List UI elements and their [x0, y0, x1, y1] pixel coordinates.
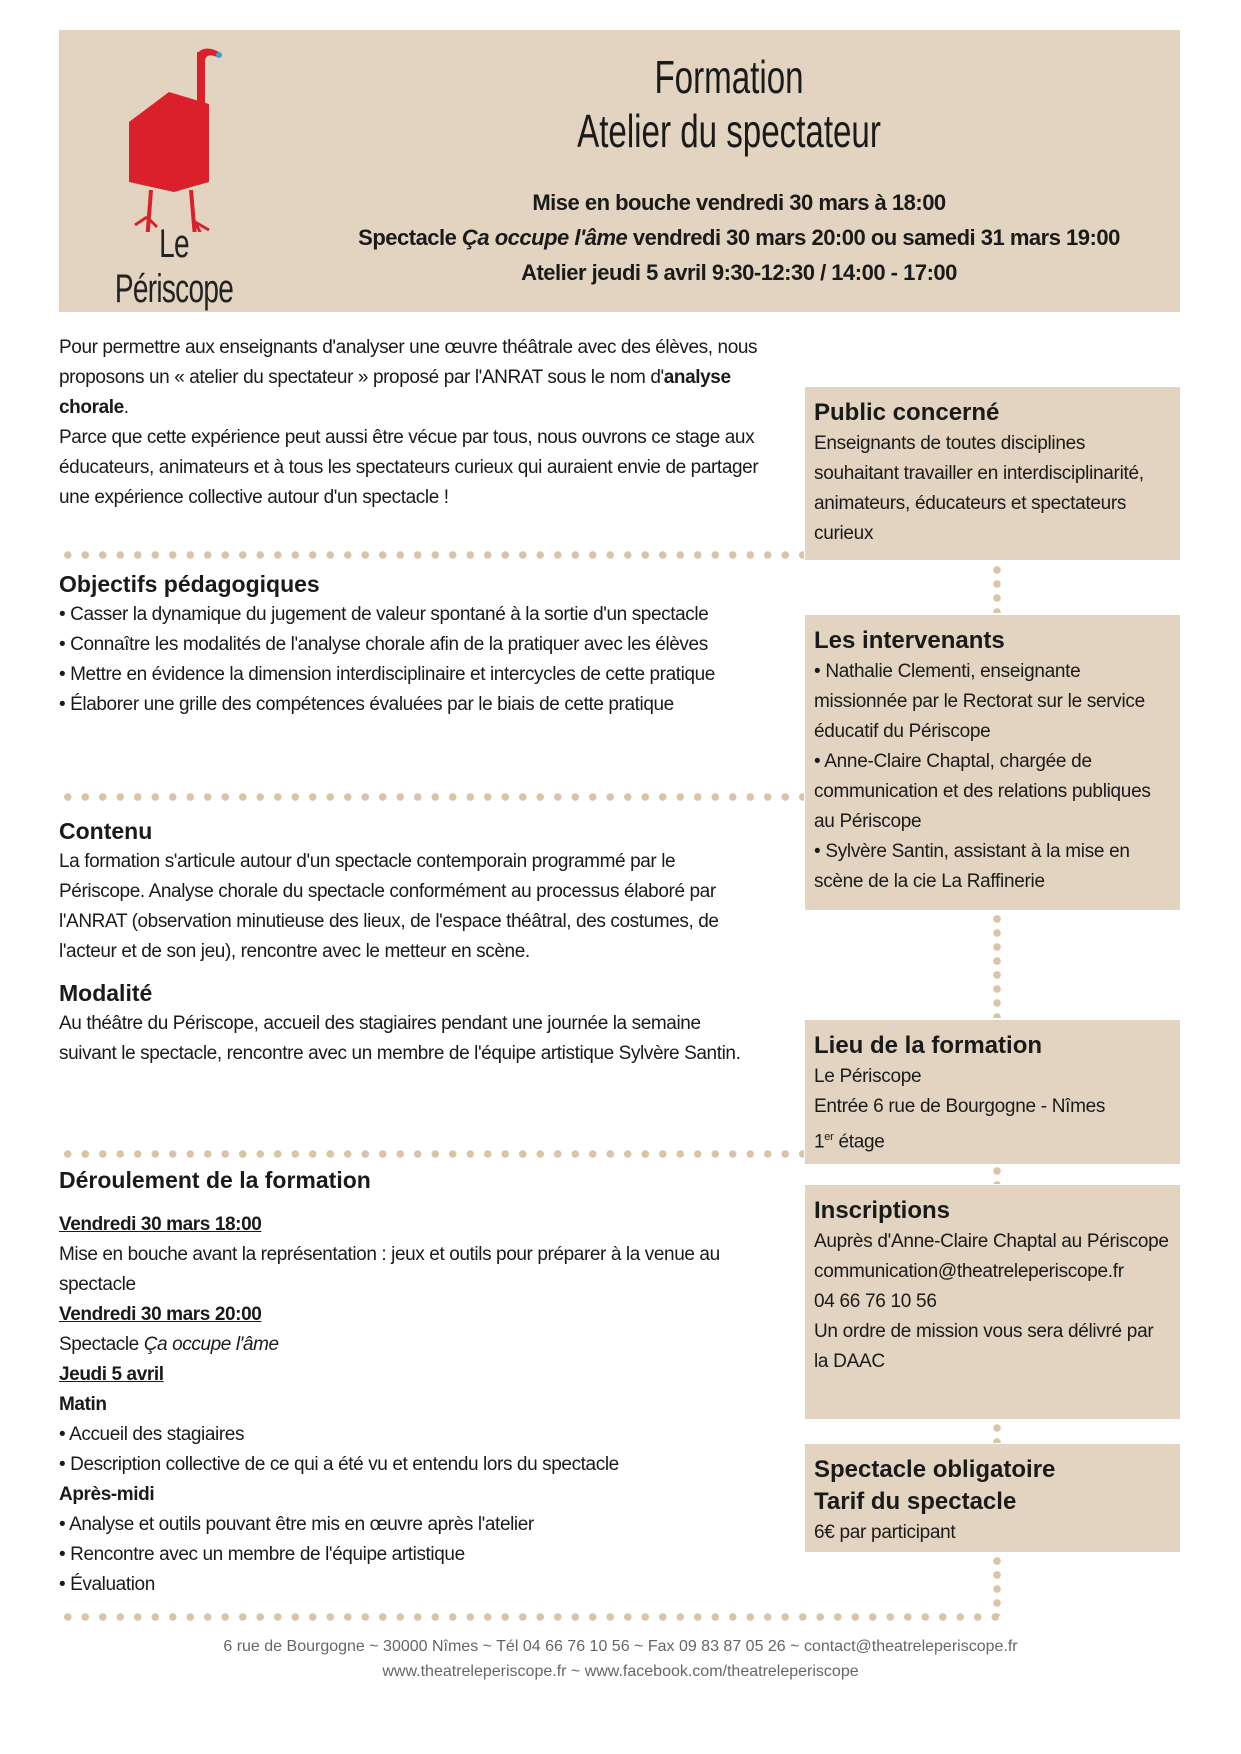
box-heading: Spectacle obligatoire [814, 1456, 1056, 1483]
email-link[interactable]: communication@theatreleperiscope.fr [814, 1261, 1124, 1282]
vertical-dots [993, 563, 1001, 613]
title-line: Atelier du spectateur [577, 105, 881, 157]
date-heading: Vendredi 30 mars 20:00 [59, 1304, 262, 1325]
footer-contact: 6 rue de Bourgogne ~ 30000 Nîmes ~ Tél 04 66 76 10 56 ~ Fax 09 83 87 05 26 ~ contact@theatreleperiscope.fr [223, 1638, 1018, 1655]
text: Pour permettre aux enseignants d'analyser une œuvre théâtrale avec des élèves, nous proposons un « atelier du spectateur » proposé par l'ANRAT sous le nom d' [59, 337, 758, 388]
section-heading: Déroulement de la formation [59, 1167, 371, 1193]
date-heading: Vendredi 30 mars 18:00 [59, 1214, 262, 1235]
section-text: La formation s'articule autour d'un spectacle contemporain programmé par le Périscope. Analyse chorale du spectacle conformément au processus élaboré par l'ANRAT (observation minutieuse des lieux, de l'espace théâtral, des costumes, de l'acteur et de son jeu), rencontre avec le metteur en scène. [59, 851, 719, 962]
contenu-section [59, 815, 759, 1069]
lieu-box [805, 1020, 1180, 1164]
header-banner [59, 30, 1180, 312]
schedule-line: Mise en bouche vendredi 30 mars à 18:00 [532, 190, 946, 215]
box-heading: Les intervenants [814, 627, 1005, 654]
vertical-dots [993, 1421, 1001, 1443]
list-item: • Mettre en évidence la dimension interdisciplinaire et intercycles de cette pratique [59, 664, 715, 685]
box-text: Entrée 6 rue de Bourgogne - Nîmes [814, 1096, 1106, 1117]
subheading: Après-midi [59, 1484, 155, 1505]
objectifs-section [59, 568, 759, 720]
text: Spectacle [358, 225, 462, 250]
box-heading: Tarif du spectacle [814, 1488, 1017, 1515]
intro-p2: Parce que cette expérience peut aussi être vécue par tous, nous ouvrons ce stage aux éducateurs, animateurs et à tous les spectateurs curieux qui auraient envie de partager une expérience collective autour d'un spectacle ! [59, 427, 759, 508]
intro [59, 333, 759, 513]
text: Spectacle [59, 1334, 144, 1355]
text: er [824, 1131, 834, 1143]
schedule-summary [299, 185, 1179, 290]
text: étage [833, 1131, 885, 1153]
intervenants-box [805, 615, 1180, 910]
vertical-dots [993, 1554, 1001, 1616]
inscriptions-box [805, 1185, 1180, 1419]
box-heading: Public concerné [814, 399, 1000, 426]
title-line: Formation [654, 51, 804, 103]
list-item: • Accueil des stagiaires [59, 1424, 245, 1445]
list-item: • Élaborer une grille des compétences évaluées par le biais de cette pratique [59, 694, 674, 715]
date-heading: Jeudi 5 avril [59, 1364, 164, 1385]
bird-house-logo-icon [79, 42, 269, 232]
section-text: Au théâtre du Périscope, accueil des stagiaires pendant une journée la semaine suivant le spectacle, rencontre avec un membre de l'équipe artistique Sylvère Santin. [59, 1013, 741, 1064]
list-item: • Analyse et outils pouvant être mis en œuvre après l'atelier [59, 1514, 534, 1535]
text: analyse chorale [59, 367, 731, 418]
section-heading: Contenu [59, 818, 153, 844]
list-item: • Sylvère Santin, assistant à la mise en scène de la cie La Raffinerie [814, 841, 1130, 892]
list-item: • Évaluation [59, 1574, 155, 1595]
section-heading: Objectifs pédagogiques [59, 571, 320, 597]
list-item: • Nathalie Clementi, enseignante missionnée par le Rectorat sur le service éducatif du Périscope [814, 661, 1145, 742]
box-text: Un ordre de mission vous sera délivré par la DAAC [814, 1321, 1154, 1372]
tarif-box [805, 1444, 1180, 1552]
list-item: • Connaître les modalités de l'analyse chorale afin de la pratiquer avec les élèves [59, 634, 708, 655]
box-text [814, 1122, 1171, 1157]
section-text [59, 1330, 759, 1360]
page-title [419, 50, 1038, 158]
box-text: Enseignants de toutes disciplines souhaitant travailler en interdisciplinarité, animateurs, éducateurs et spectateurs curieux [814, 433, 1144, 544]
dotted-divider [59, 551, 804, 559]
box-text: Le Périscope [814, 1066, 922, 1087]
text: 1 [814, 1131, 825, 1153]
list-item: • Description collective de ce qui a été vu et entendu lors du spectacle [59, 1454, 619, 1475]
box-text: Auprès d'Anne-Claire Chaptal au Périscope [814, 1231, 1169, 1252]
box-heading: Inscriptions [814, 1197, 951, 1224]
deroulement-section [59, 1164, 759, 1600]
show-title: Ça occupe l'âme [143, 1334, 279, 1355]
subheading: Matin [59, 1394, 107, 1415]
text: vendredi 30 mars 20:00 ou samedi 31 mars 19:00 [627, 225, 1120, 250]
dotted-divider [59, 1613, 1003, 1621]
periscope-logo [79, 42, 269, 311]
schedule-line: Atelier jeudi 5 avril 9:30-12:30 / 14:00 - 17:00 [521, 260, 957, 285]
logo-text: Le Périscope [114, 222, 234, 311]
price-text: 6€ par participant [814, 1522, 956, 1543]
list-item: • Anne-Claire Chaptal, chargée de communication et des relations publiques au Périscope [814, 751, 1151, 832]
vertical-dots [993, 912, 1001, 1018]
intro-p1 [59, 333, 759, 423]
section-text: Mise en bouche avant la représentation : jeux et outils pour préparer à la venue au spectacle [59, 1244, 720, 1295]
show-title: Ça occupe l'âme [462, 225, 628, 250]
dotted-divider [59, 793, 804, 801]
list-item: • Casser la dynamique du jugement de valeur spontané à la sortie d'un spectacle [59, 604, 709, 625]
text: . [123, 397, 129, 418]
schedule-line [299, 220, 1179, 255]
phone-number: 04 66 76 10 56 [814, 1291, 937, 1312]
box-heading: Lieu de la formation [814, 1032, 1043, 1059]
list-item: • Rencontre avec un membre de l'équipe artistique [59, 1544, 465, 1565]
public-box [805, 387, 1180, 560]
footer-links[interactable]: www.theatreleperiscope.fr ~ www.facebook.com/theatreleperiscope [382, 1663, 859, 1680]
dotted-divider [59, 1150, 804, 1158]
vertical-dots [993, 1164, 1001, 1184]
footer [0, 1634, 1241, 1684]
section-heading: Modalité [59, 980, 153, 1006]
